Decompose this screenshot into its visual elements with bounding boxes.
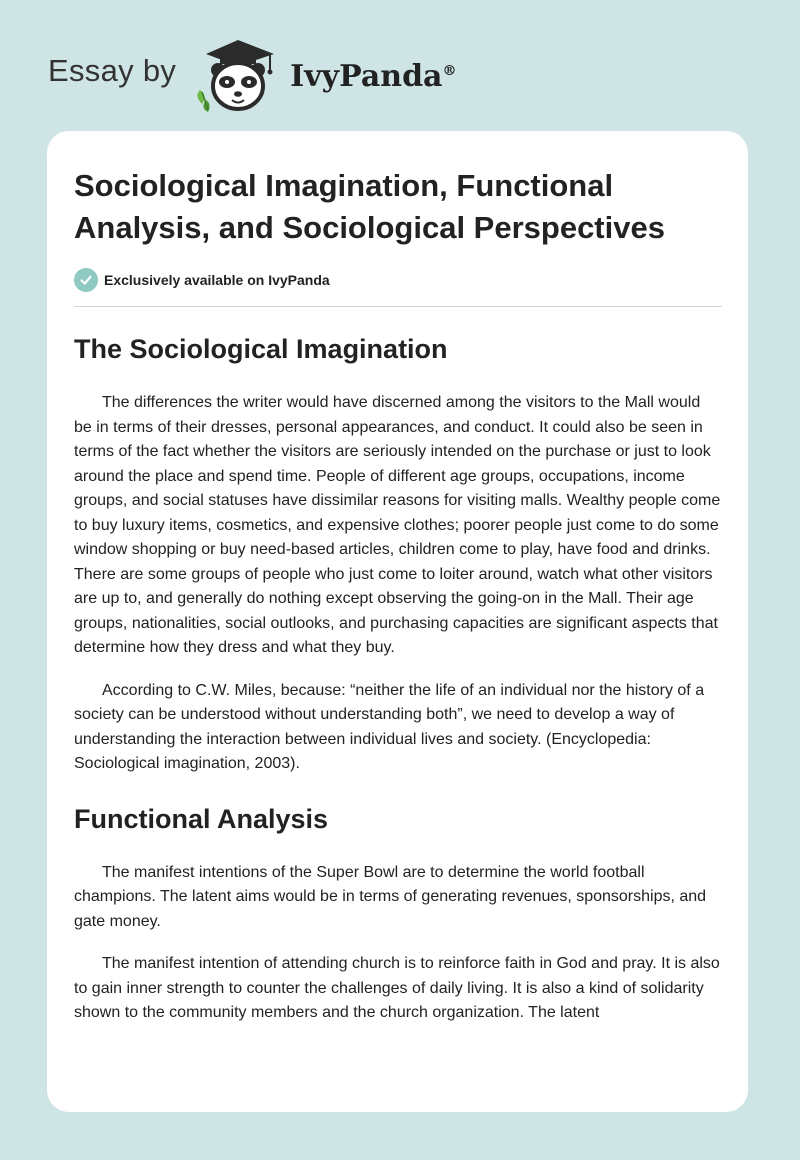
paragraph: The manifest intention of attending church is to reinforce faith in God and pray. It is also to gain inner strength to counter the challenges of daily living. It is also a kind of solidarity shown to the community members and the church organization. The latent [74,955,720,1021]
exclusive-badge-label: Exclusively available on IvyPanda [104,272,330,288]
brand-prefix: Essay by [48,53,177,88]
section-heading-sociological-imagination: The Sociological Imagination [74,334,448,364]
paragraph: The differences the writer would have discerned among the visitors to the Mall would be in terms of their dresses, personal appearances, and conduct. It could also be seen in terms of the fact whether the visitors are seriously intended on the purchase or just to look around the place and spend time. People of different age groups, occupations, income groups, and social statuses have dissimilar reasons for visiting malls. Wealthy people come to buy luxury items, cosmetics, and expensive clothes; poorer people just come to do some window shopping or buy need-based articles, children come to play, have food and drinks. There are some groups of people who just come to loiter around, watch what other visitors are up to, and generally do nothing except observing the going-on in the Mall. Their age groups, nationalities, social outlooks, and purchasing capacities are significant aspects that determine how they dress and what they buy. [74,394,721,656]
registered-mark: ® [442,62,457,79]
site-header-brand [48,34,457,114]
essay-title: Sociological Imagination, Functional Analysis, and Sociological Perspectives [74,168,665,245]
checkmark-icon [74,268,98,292]
section-heading-functional-analysis: Functional Analysis [74,803,329,834]
exclusive-badge [74,268,722,307]
brand-name[interactable]: IvyPanda® [290,58,457,94]
paragraph: According to C.W. Miles, because: “neither the life of an individual nor the history of a society can be understood without understanding both”, we need to develop a way of understanding the interaction between individual lives and society. (Encyclopedia: Sociological imagination, 2003). [74,681,705,772]
paragraph: The manifest intentions of the Super Bowl are to determine the world football champions. The latent aims would be in terms of generating revenues, sponsorships, and gate money. [74,863,707,930]
panda-logo-icon[interactable] [192,34,284,114]
essay-card [47,131,748,1112]
